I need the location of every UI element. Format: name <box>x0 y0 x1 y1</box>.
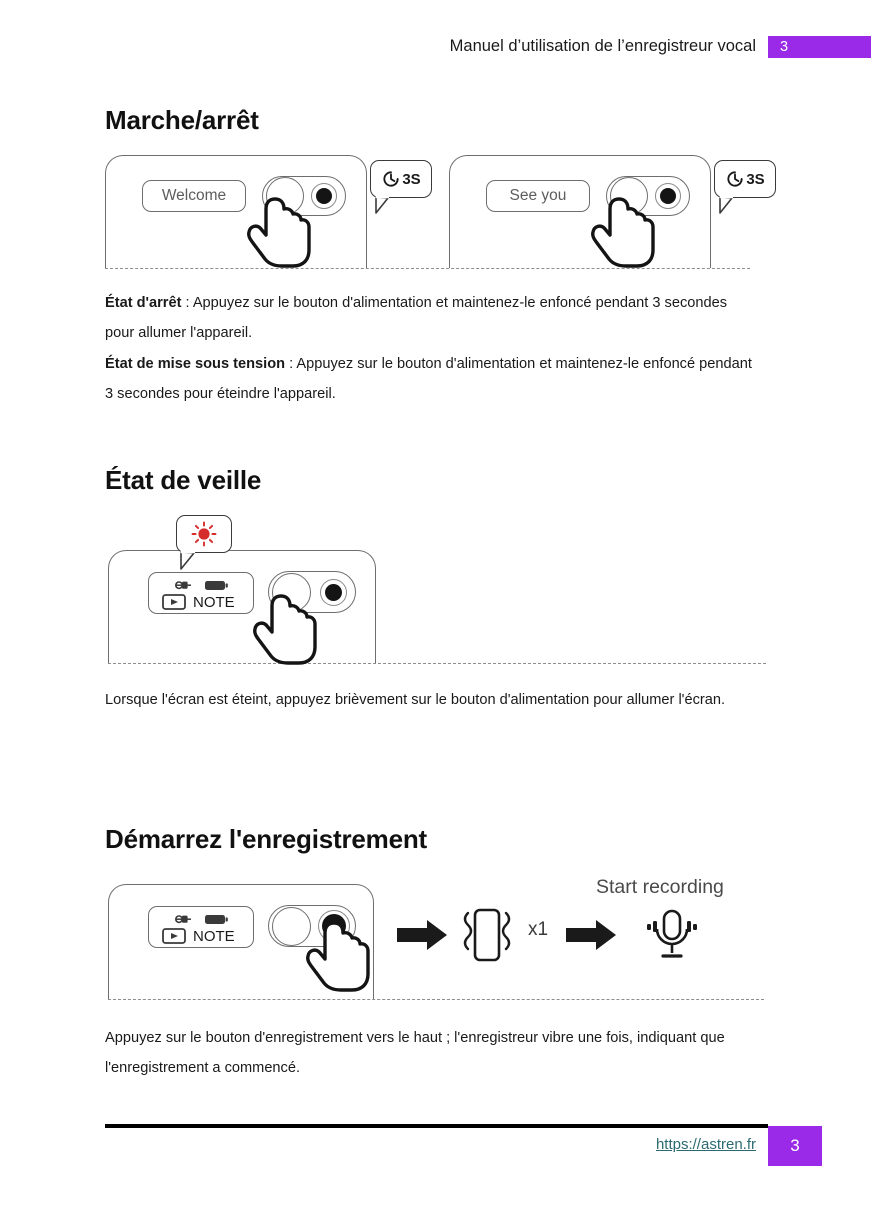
link-icon <box>176 916 191 923</box>
arrow-right-icon <box>566 918 618 952</box>
battery-icon <box>205 915 228 924</box>
hint-bubble-label: 3S <box>746 170 765 188</box>
paragraph-body: Appuyez sur le bouton d'alimentation et maintenez-le enfoncé pendant 3 secondes pour éteindre l'appareil. <box>105 356 752 402</box>
link-icon <box>176 582 191 589</box>
section-heading-record: Démarrez l'enregistrement <box>105 824 427 854</box>
play-icon <box>163 595 185 609</box>
clock-3s-icon <box>381 169 401 189</box>
repeat-count-label: x1 <box>528 919 549 940</box>
paragraph-lead: État d'arrêt <box>105 295 182 311</box>
paragraph-standby <box>105 685 745 715</box>
footer-page-number: 3 <box>790 1136 800 1155</box>
start-recording-label: Start recording <box>596 876 724 898</box>
header-title: Manuel d’utilisation de l’enregistreur vocal <box>449 37 756 55</box>
paragraph-start-recording <box>105 1023 745 1083</box>
footer-website-link[interactable]: https://astren.fr <box>655 1136 756 1153</box>
play-icon <box>163 929 185 943</box>
paragraph-body: Appuyez sur le bouton d'enregistrement vers le haut ; l'enregistreur vibre une fois, indiquant que l'enregistrement a commencé. <box>105 1030 725 1076</box>
bubble-tail-icon <box>375 197 395 215</box>
device-screen-content <box>155 575 247 611</box>
paragraph-body: Appuyez sur le bouton d'alimentation et maintenez-le enfoncé pendant 3 secondes pour allumer l'appareil. <box>105 295 728 341</box>
paragraph-lead: État de mise sous tension <box>105 356 286 372</box>
microphone-icon <box>645 908 699 962</box>
device-screen <box>148 906 254 948</box>
device-screen-label: NOTE <box>193 928 235 945</box>
arrow-right-icon <box>397 918 449 952</box>
paragraph-body: Lorsque l'écran est éteint, appuyez brièvement sur le bouton d'alimentation pour allumer l'écran. <box>105 692 726 708</box>
device-screen-content <box>155 909 247 945</box>
battery-icon <box>205 581 228 590</box>
clock-3s-icon <box>725 169 745 189</box>
hand-pointer-icon <box>589 193 667 271</box>
paragraph-separator: : <box>285 356 297 372</box>
hint-bubble-brightness <box>176 515 232 553</box>
illustration-power-off <box>449 155 765 268</box>
hand-pointer-icon <box>251 590 329 668</box>
header-page-number: 3 <box>779 39 789 55</box>
section-heading-power: Marche/arrêt <box>105 105 259 135</box>
hand-pointer-icon <box>245 193 323 271</box>
sun-brightness-icon <box>191 521 217 547</box>
illustration-baseline-2 <box>108 663 766 664</box>
bubble-tail-icon <box>180 552 202 572</box>
illustration-baseline-3 <box>108 999 764 1000</box>
hint-bubble-3s <box>714 160 776 198</box>
device-screen <box>142 180 246 212</box>
device-screen-label: NOTE <box>193 594 235 611</box>
vibration-icon <box>455 903 517 967</box>
paragraph-power-off-state <box>105 288 760 348</box>
paragraph-power-on-state <box>105 349 755 409</box>
footer-divider <box>105 1124 768 1128</box>
hint-bubble-3s <box>370 160 432 198</box>
device-screen-text: See you <box>509 187 567 204</box>
section-heading-standby: État de veille <box>105 465 262 495</box>
illustration-start-recording <box>108 884 374 999</box>
bubble-tail-icon <box>719 197 739 215</box>
device-screen <box>148 572 254 614</box>
illustration-power-on <box>105 155 421 268</box>
hint-bubble-label: 3S <box>402 170 421 188</box>
device-screen-text: Welcome <box>161 187 227 204</box>
hand-pointer-icon <box>304 917 382 995</box>
page-header <box>0 34 871 58</box>
device-screen <box>486 180 590 212</box>
illustration-standby <box>108 550 376 663</box>
paragraph-separator: : <box>181 295 193 311</box>
